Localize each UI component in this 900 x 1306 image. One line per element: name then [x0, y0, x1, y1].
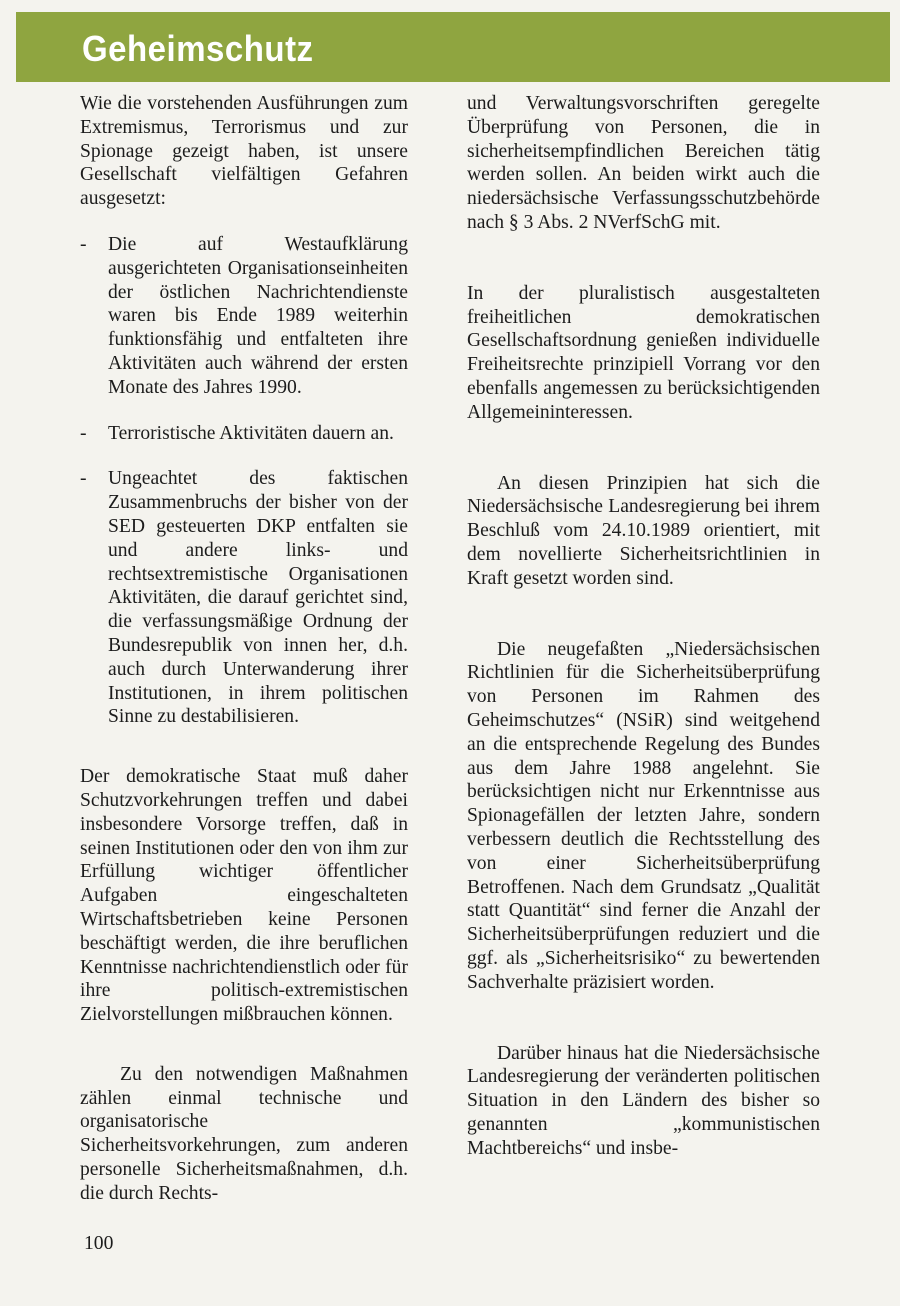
left-column	[80, 92, 408, 1229]
page-number: 100	[84, 1233, 114, 1254]
paragraph: An diesen Prinzipien hat sich die Niedersächsische Landesregierung bei ihrem Beschluß vom 24.10.1989 orientiert, mit dem novellierte Sicherheitsrichtlinien in Kraft gesetzt worden sind.	[467, 472, 820, 589]
right-column	[467, 92, 820, 1160]
list-item: - Terroristische Aktivitäten dauern an.	[80, 422, 408, 446]
threat-list	[80, 233, 408, 729]
list-item: - Ungeachtet des faktischen Zusammenbruchs der bisher von der SED gesteuerten DKP entfalten sie und andere links- und rechtsextremistische Organisationen Aktivitäten, die darauf gerichtet sind, die verfassungsmäßige Ordnung der Bundesrepublik von innen her, d.h. auch durch Unterwanderung ihrer Institutionen, in ihrem politischen Sinne zu destabilisieren.	[80, 467, 408, 729]
paragraph: und Verwaltungsvorschriften geregelte Überprüfung von Personen, die in sicherheitsempfindlichen Bereichen tätig werden sollen. An beiden wirkt auch die niedersächsische Verfassungsschutzbehörde nach § 3 Abs. 2 NVerfSchG mit.	[467, 93, 820, 233]
paragraph: Zu den notwendigen Maßnahmen zählen einmal technische und organisatorische Sicherheitsvorkehrungen, zum anderen personelle Sicherheitsmaßnahmen, d.h. die durch Rechts-	[80, 1063, 408, 1204]
paragraph: Darüber hinaus hat die Niedersächsische Landesregierung der veränderten politischen Situation in den Ländern des bisher so genannten „kommunistischen Machtbereichs“ und insbe-	[467, 1042, 820, 1159]
paragraph: Die neugefaßten „Niedersächsischen Richtlinien für die Sicherheitsüberprüfung von Personen im Rahmen des Geheimschutzes“ (NSiR) sind weitgehend an die entsprechende Regelung des Bundes aus dem Jahre 1988 angelehnt. Sie berücksichtigen nicht nur Erkenntnisse aus Spionagefällen der letzten Jahre, sondern verbessern deutlich die Rechtsstellung des von einer Sicherheitsüberprüfung Betroffenen. Nach dem Grundsatz „Qualität statt Quantität“ sind ferner die Anzahl der Sicherheitsüberprüfungen reduziert und die ggf. als „Sicherheitsrisiko“ zu bewertenden Sachverhalte präzisiert worden.	[467, 638, 820, 993]
intro-paragraph: Wie die vorstehenden Ausführungen zum Extremismus, Terrorismus und zur Spionage gezeigt haben, ist unsere Gesellschaft vielfältigen Gefahren ausgesetzt:	[80, 93, 408, 210]
header-bar	[16, 12, 890, 82]
paragraph: In der pluralistisch ausgestalteten freiheitlichen demokratischen Gesellschaftsordnung genießen individuelle Freiheitsrechte prinzipiell Vorrang vor den ebenfalls angemessen zu berücksichtigenden Allgemeininteressen.	[467, 282, 820, 423]
page-title: Geheimschutz	[82, 28, 314, 69]
paragraph: Der demokratische Staat muß daher Schutzvorkehrungen treffen und dabei insbesondere Vorsorge treffen, daß in seinen Institutionen oder den von ihm zur Erfüllung wichtiger öffentlicher Aufgaben eingeschalteten Wirtschaftsbetrieben keine Personen beschäftigt werden, die ihre beruflichen Kenntnisse nachrichtendienstlich oder für ihre politisch-extremistischen Zielvorstellungen mißbrauchen können.	[80, 766, 408, 1026]
list-item: - Die auf Westaufklärung ausgerichteten Organisationseinheiten der östlichen Nachrichtendienste waren bis Ende 1989 weiterhin funktionsfähig und entfalteten ihre Aktivitäten auch während der ersten Monate des Jahres 1990.	[80, 233, 408, 400]
